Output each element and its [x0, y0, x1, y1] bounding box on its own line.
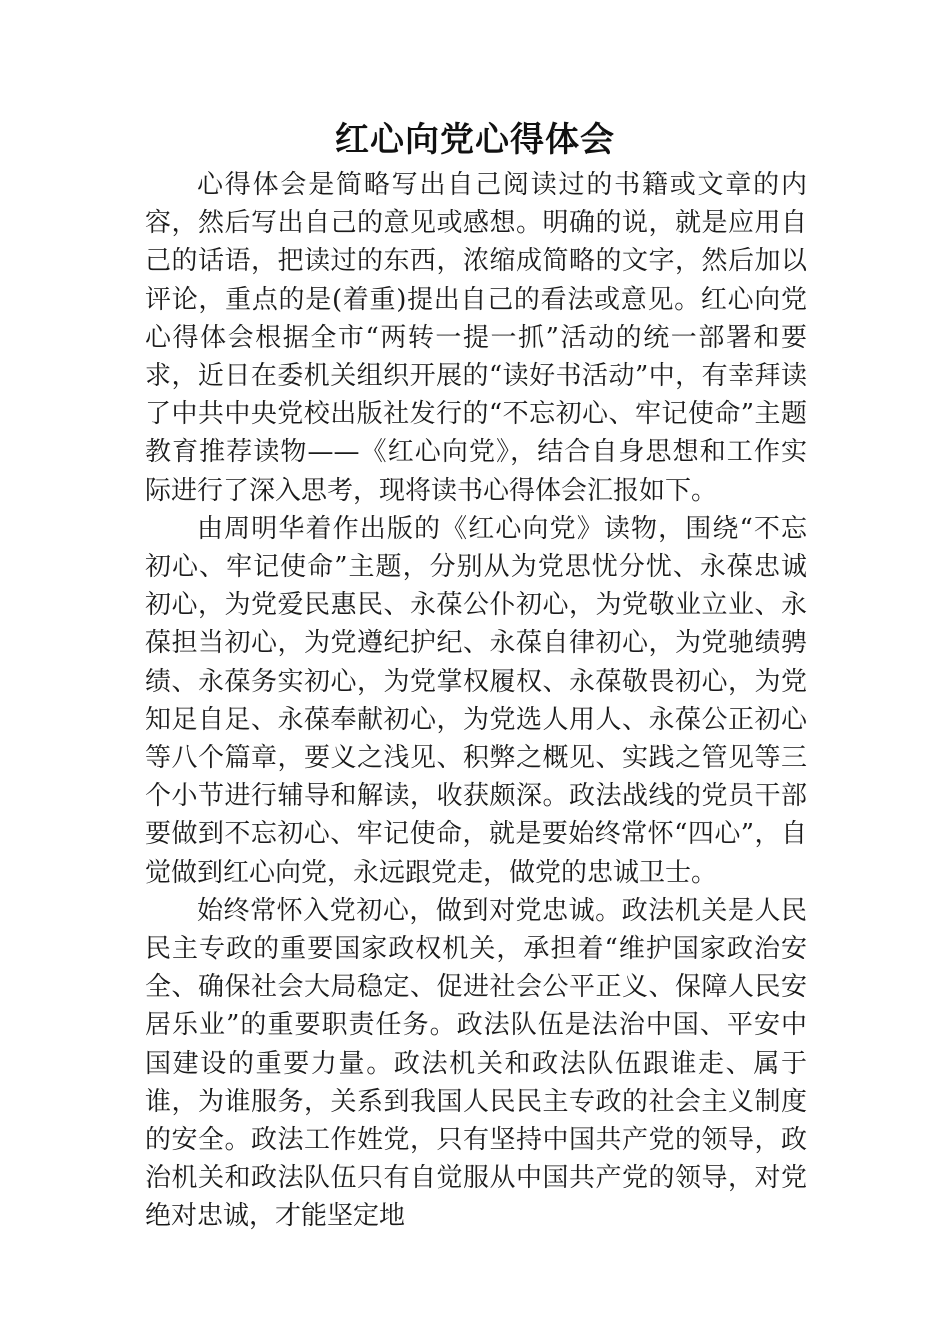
document-body	[145, 166, 807, 1236]
document-title: 红心向党心得体会	[335, 120, 615, 160]
paragraph-loyalty: 始终常怀入党初心，做到对党忠诚。政法机关是人民民主专政的重要国家政权机关，承担着“维护国家政治安全、确保社会大局稳定、促进社会公平正义、保障人民安居乐业”的重要职责任务。政法队伍是法治中国、平安中国建设的重要力量。政法机关和政法队伍跟谁走、属于谁，为谁服务，关系到我国人民民主专政的社会主义制度的安全。政法工作姓党，只有坚持中国共产党的领导，政治机关和政法队伍只有自觉服从中国共产党的领导，对党绝对忠诚，才能坚定地	[145, 895, 807, 1232]
paragraph-intro: 心得体会是简略写出自己阅读过的书籍或文章的内容，然后写出自己的意见或感想。明确的说，就是应用自己的话语，把读过的东西，浓缩成简略的文字，然后加以评论，重点的是(着重)提出自己的看法或意见。红心向党心得体会根据全市“两转一提一抓”活动的统一部署和要求，近日在委机关组织开展的“读好书活动”中，有幸拜读了中共中央党校出版社发行的“不忘初心、牢记使命”主题教育推荐读物——《红心向党》，结合自身思想和工作实际进行了深入思考，现将读书心得体会汇报如下。	[145, 170, 807, 506]
paragraph-book-summary: 由周明华着作出版的《红心向党》读物，围绕“不忘初心、牢记使命”主题，分别从为党思忧分忧、永葆忠诚初心，为党爱民惠民、永葆公仆初心，为党敬业立业、永葆担当初心，为党遵纪护纪、永葆自律初心，为党驰绩骋绩、永葆务实初心，为党掌权履权、永葆敬畏初心，为党知足自足、永葆奉献初心，为党选人用人、永葆公正初心等八个篇章，要义之浅见、积弊之概见、实践之管见等三个小节进行辅导和解读，收获颇深。政法战线的党员干部要做到不忘初心、牢记使命，就是要始终常怀“四心”，自觉做到红心向党，永远跟党走，做党的忠诚卫士。	[145, 513, 807, 888]
